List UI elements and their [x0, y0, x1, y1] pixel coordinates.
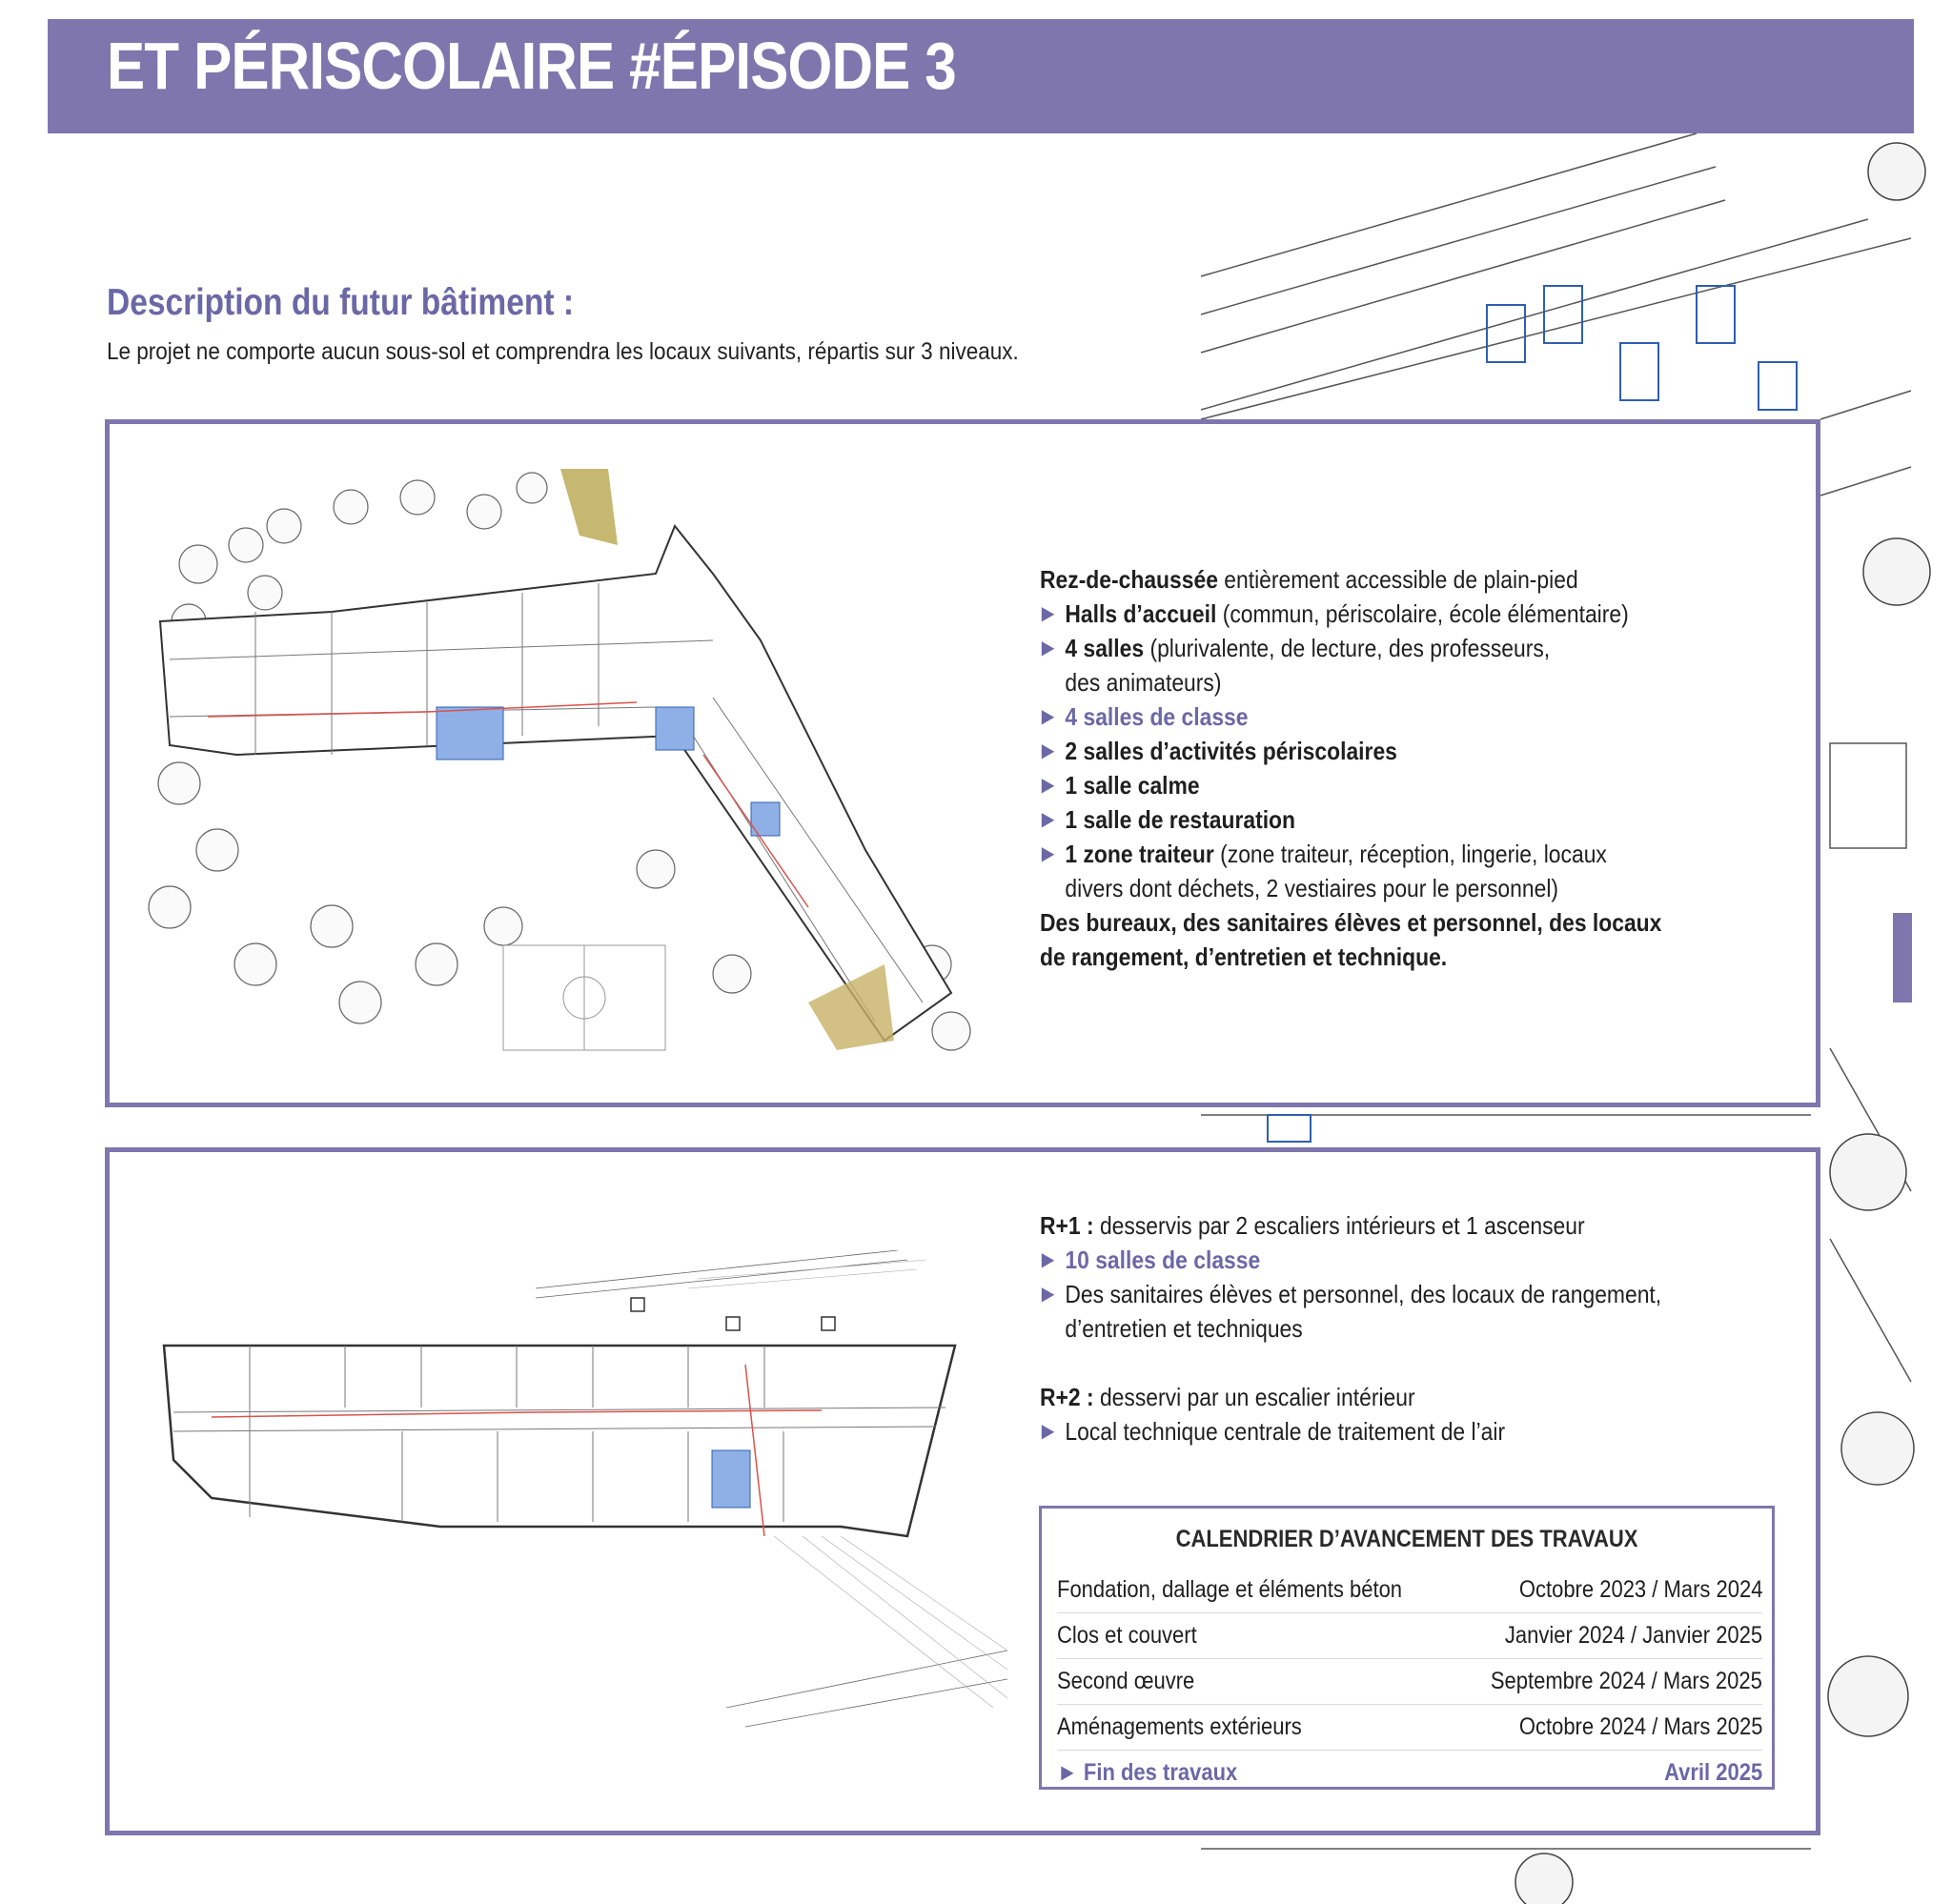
- closing-line: Des bureaux, des sanitaires élèves et personnel, des locaux: [1040, 908, 1662, 937]
- triangle-right-icon: ▶: [1041, 843, 1055, 864]
- table-row-final: ► Fin des travaux Avril 2025: [1057, 1759, 1762, 1786]
- list-item-continuation: des animateurs): [1065, 668, 1222, 697]
- list-item: ▶ 1 zone traiteur (zone traiteur, réception, lingerie, locaux: [1040, 837, 1661, 871]
- first-floor-plan-image: [154, 1250, 1007, 1734]
- description-text: Le projet ne comporte aucun sous-sol et comprendra les locaux suivants, répartis sur 3 niveaux.: [107, 338, 1019, 365]
- triangle-right-icon: ▶: [1041, 706, 1055, 727]
- upper-floors-text: R+1 : desservis par 2 escaliers intérieurs et 1 ascenseur ▶ 10 salles de classe ▶ Des sanitaires élèves et personnel, des locaux de rangement, d’entretien et techniques R+2 : desservi par un escalier intérieur ▶ Local technique centrale de traitement de l’air: [1040, 1208, 1661, 1448]
- page-title: ET PÉRISCOLAIRE #ÉPISODE 3: [107, 29, 956, 103]
- triangle-right-icon: ▶: [1041, 1284, 1055, 1305]
- table-row: Clos et couvert Janvier 2024 / Janvier 2025: [1057, 1613, 1762, 1659]
- table-row: Second œuvre Septembre 2024 / Mars 2025: [1057, 1659, 1762, 1705]
- r1-label: R+1 :: [1040, 1211, 1094, 1240]
- r2-label: R+2 :: [1040, 1383, 1094, 1411]
- triangle-right-icon: ▶: [1041, 775, 1055, 796]
- side-tab-marker: [1893, 913, 1912, 1003]
- triangle-right-icon: ▶: [1041, 603, 1055, 624]
- list-item: ▶ Local technique centrale de traitement de l’air: [1040, 1414, 1661, 1448]
- ground-floor-plan-image: [141, 469, 1008, 1058]
- list-item: ▶ 1 salle calme: [1040, 768, 1661, 802]
- list-item: ▶ Des sanitaires élèves et personnel, des locaux de rangement,: [1040, 1277, 1661, 1311]
- triangle-right-icon: ▶: [1041, 1249, 1055, 1270]
- works-calendar-table: [1039, 1506, 1775, 1790]
- triangle-right-icon: ▶: [1041, 638, 1055, 658]
- triangle-right-icon: ▶: [1041, 1421, 1055, 1442]
- closing-line: de rangement, d’entretien et technique.: [1040, 942, 1448, 971]
- list-item-continuation: divers dont déchets, 2 vestiaires pour le personnel): [1065, 874, 1559, 902]
- calendar-title: CALENDRIER D’AVANCEMENT DES TRAVAUX: [1175, 1526, 1638, 1552]
- list-item-continuation: d’entretien et techniques: [1065, 1314, 1303, 1343]
- triangle-right-icon: ▶: [1041, 740, 1055, 761]
- description-heading: Description du futur bâtiment :: [107, 282, 575, 323]
- ground-floor-label: Rez-de-chaussée: [1040, 565, 1218, 594]
- list-item: ▶ 1 salle de restauration: [1040, 802, 1661, 837]
- table-row: Aménagements extérieurs Octobre 2024 / Mars 2025: [1057, 1705, 1762, 1751]
- table-row: Fondation, dallage et éléments béton Octobre 2023 / Mars 2024: [1057, 1568, 1762, 1613]
- list-item: ▶ 2 salles d’activités périscolaires: [1040, 734, 1661, 768]
- list-item: ▶ Halls d’accueil (commun, périscolaire, école élémentaire): [1040, 597, 1661, 631]
- triangle-right-icon: ▶: [1041, 809, 1055, 830]
- list-item: ▶ 4 salles (plurivalente, de lecture, des professeurs,: [1040, 631, 1661, 665]
- list-item: ▶ 4 salles de classe: [1040, 699, 1661, 734]
- ground-floor-text: Rez-de-chaussée entièrement accessible de plain-pied ▶ Halls d’accueil (commun, périscolaire, école élémentaire) ▶ 4 salles (plurivalente, de lecture, des professeurs, des animateurs) ▶ 4 salles de classe ▶ 2 salles d’activités périscolaires ▶ 1 salle calme ▶ 1 salle de restauration ▶ 1 zone traiteur (zone traiteur, réception, lingerie, locaux divers dont déchets, 2 vestiaires pour le personnel) Des bureaux, des sanitaires élèves et personnel, des locaux de rangement, d’entretien et technique.: [1040, 562, 1661, 974]
- list-item: ▶ 10 salles de classe: [1040, 1243, 1661, 1277]
